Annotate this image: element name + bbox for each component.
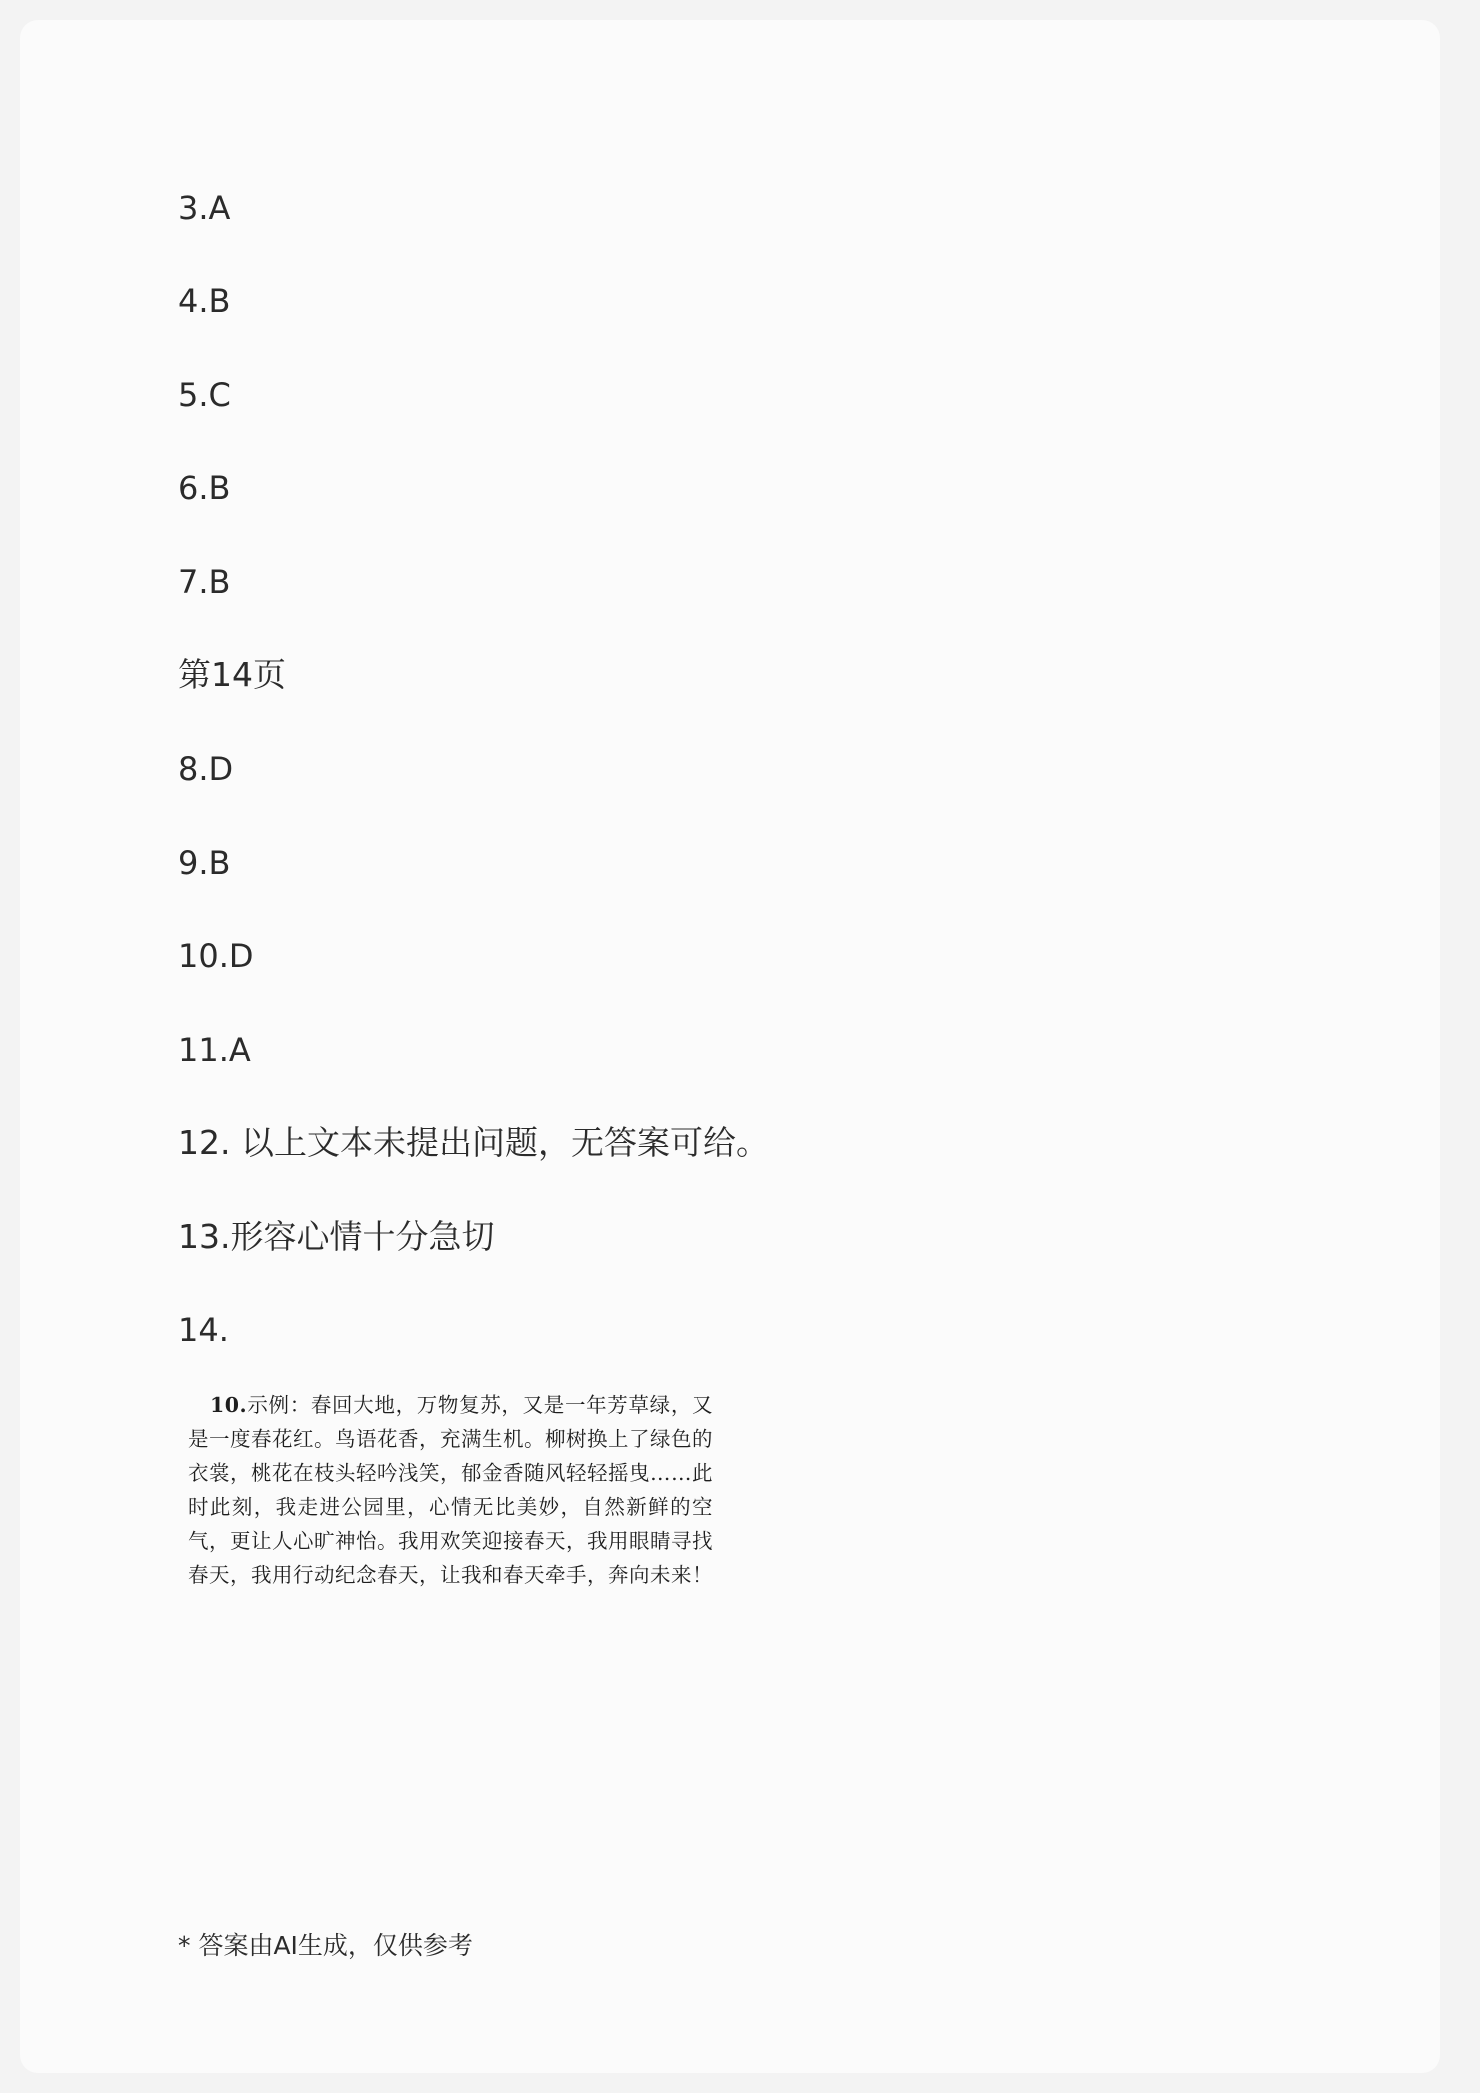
answer-6: 6.B [178,469,231,507]
scanned-answer-image [188,1388,713,1592]
answer-11: 11.A [178,1031,251,1069]
answer-9: 9.B [178,844,231,882]
answer-5: 5.C [178,376,231,414]
answer-4: 4.B [178,282,231,320]
page-marker: 第14页 [178,655,286,694]
answer-14: 14. [178,1311,229,1349]
scanned-answer-number: 10. [210,1393,248,1417]
ai-disclaimer: * 答案由AI生成，仅供参考 [178,1931,473,1960]
answer-7: 7.B [178,563,231,601]
answer-13: 13.形容心情十分急切 [178,1217,495,1256]
answer-3: 3.A [178,189,231,227]
answer-12: 12. 以上文本未提出问题，无答案可给。 [178,1123,769,1162]
answer-10: 10.D [178,937,254,975]
scanned-answer-text: 示例：春回大地，万物复苏，又是一年芳草绿，又是一度春花红。鸟语花香，充满生机。柳树换上了绿色的衣裳，桃花在枝头轻吟浅笑，郁金香随风轻轻摇曳……此时此刻，我走进公园里，心情无比美妙，自然新鲜的空气，更让人心旷神怡。我用欢笑迎接春天，我用眼睛寻找春天，我用行动纪念春天，让我和春天牵手，奔向未来！ [188,1393,713,1587]
answer-8: 8.D [178,750,234,788]
